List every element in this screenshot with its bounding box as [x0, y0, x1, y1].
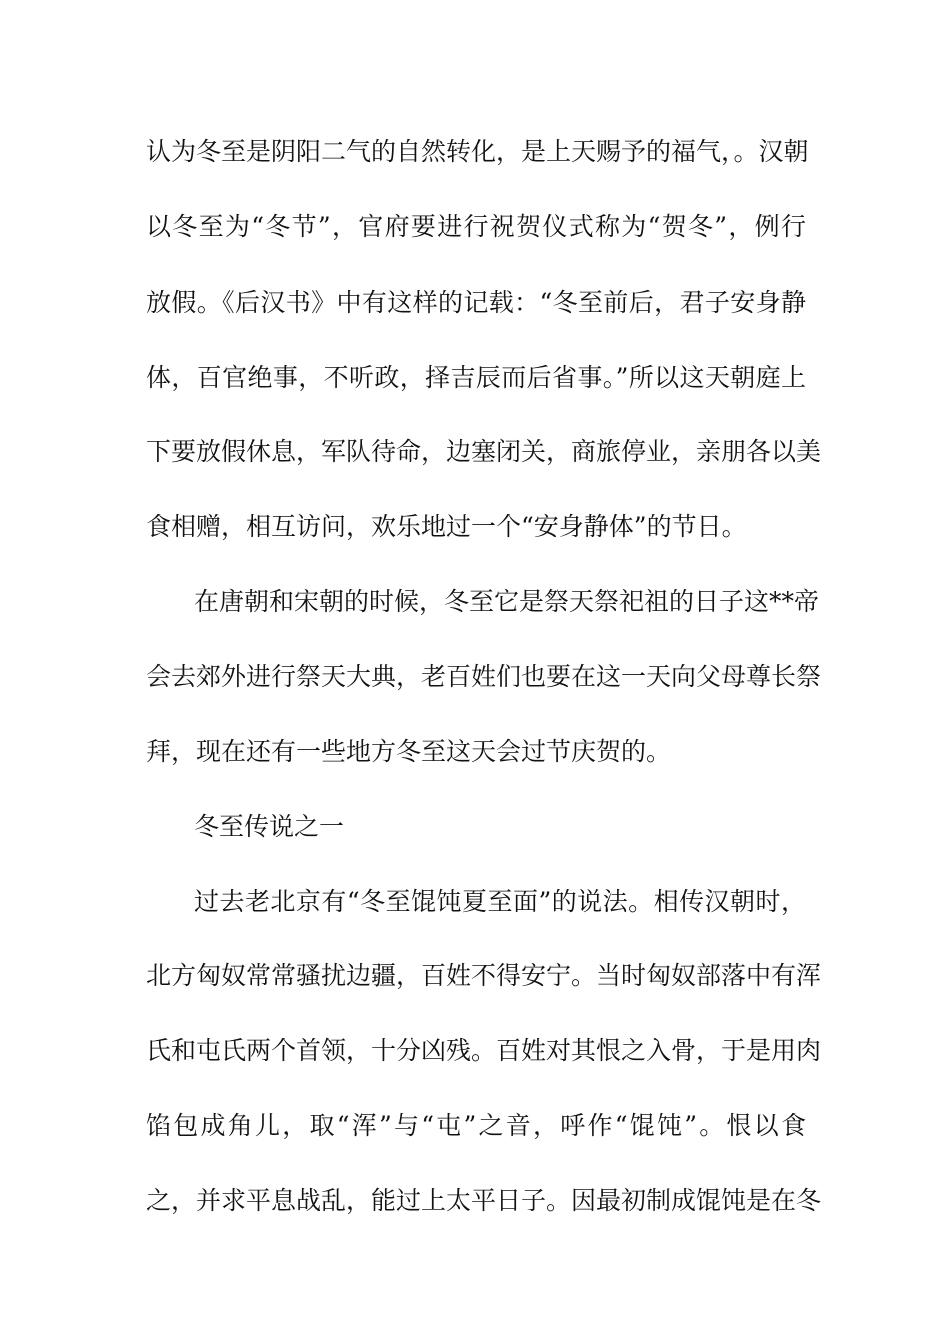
text-line: 以冬至为“冬节”，官府要进行祝贺仪式称为“贺冬”，例行: [146, 212, 806, 241]
text-line: 会去郊外进行祭天大典，老百姓们也要在这一天向父母尊长祭: [146, 662, 822, 691]
text-line: 馅包成角儿，取“浑”与“屯”之音，呼作“馄饨”。恨以食: [146, 1111, 806, 1140]
text-line: 下要放假休息，军队待命，边塞闭关，商旅停业，亲朋各以美: [146, 437, 822, 466]
text-line: 体，百官绝事，不听政，择吉辰而后省事。”所以这天朝庭上: [146, 363, 806, 392]
text-line: 认为冬至是阴阳二气的自然转化，是上天赐予的福气，。汉朝: [146, 137, 809, 166]
text-line: 食相赠，相互访问，欢乐地过一个“安身静体”的节日。: [146, 512, 747, 541]
text-line: 放假。《后汉书》中有这样的记载：“冬至前后，君子安身静: [146, 288, 806, 317]
text-line: 北方匈奴常常骚扰边疆，百姓不得安宁。当时匈奴部落中有浑: [146, 961, 822, 990]
section-heading: 冬至传说之一: [194, 812, 345, 841]
text-line: 之，并求平息战乱，能过上太平日子。因最初制成馄饨是在冬: [146, 1186, 822, 1215]
text-line: 拜，现在还有一些地方冬至这天会过节庆贺的。: [146, 737, 672, 766]
text-line: 在唐朝和宋朝的时候，冬至它是祭天祭祀祖的日子这**帝: [194, 587, 820, 616]
text-line: 氏和屯氏两个首领，十分凶残。百姓对其恨之入骨，于是用肉: [146, 1036, 822, 1065]
text-line: 过去老北京有“冬至馄饨夏至面”的说法。相传汉朝时，: [194, 887, 806, 916]
